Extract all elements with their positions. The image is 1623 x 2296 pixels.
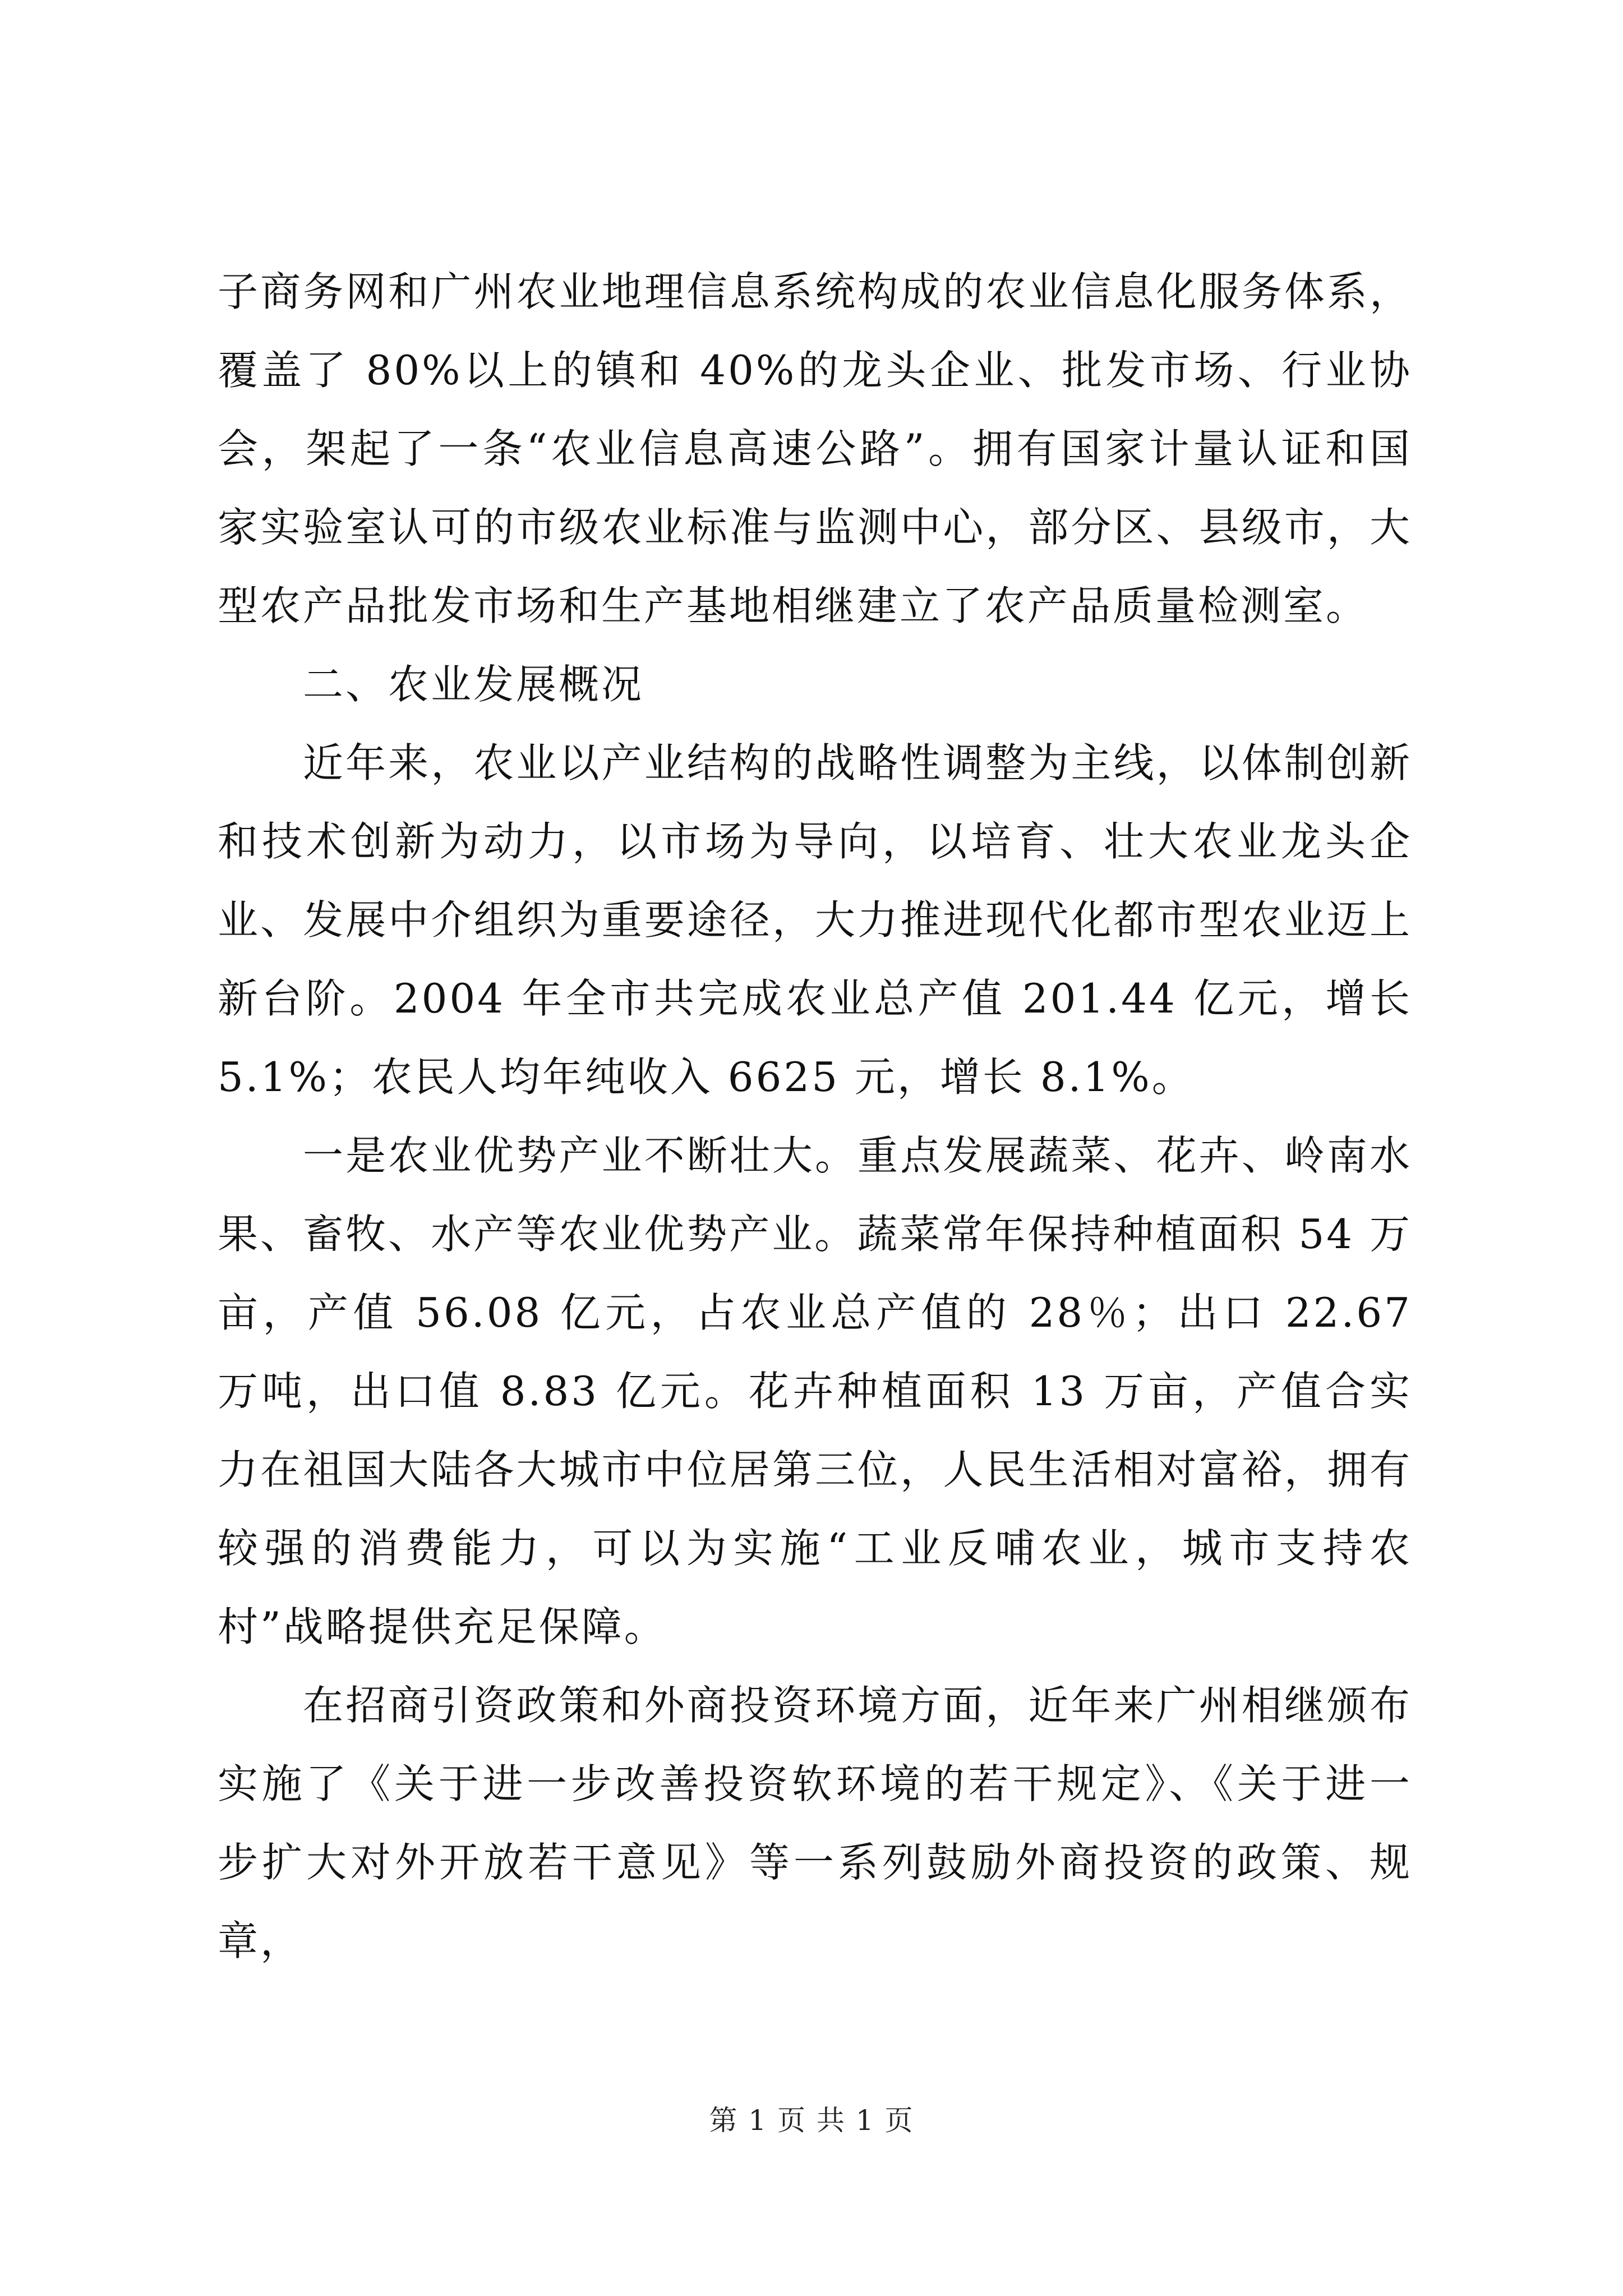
paragraph-investment-policy: 在招商引资政策和外商投资环境方面，近年来广州相继颁布实施了《关于进一步改善投资软环境的若干规定》、《关于进一步扩大对外开放若干意见》等一系列鼓励外商投资的政策、规章， [218, 1682, 1412, 1964]
paragraph-advantage-industries: 一是农业优势产业不断壮大。重点发展蔬菜、花卉、岭南水果、畜牧、水产等农业优势产业。蔬菜常年保持种植面积 54 万亩，产值 56.08 亿元，占农业总产值的 28％；出口 22.67 万吨，出口值 8.83 亿元。花卉种植面积 13 万亩，产值合实力在祖国大陆各大城市中位居第三位，人民生活相对富裕，拥有较强的消费能力，可以为实施“工业反哺农业，城市支持农村”战略提供充足保障。 [218, 1132, 1412, 1650]
section-heading: 二、农业发展概况 [303, 661, 644, 708]
paragraph-overview: 近年来，农业以产业结构的战略性调整为主线，以体制创新和技术创新为动力，以市场为导向，以培育、壮大农业龙头企业、发展中介组织为重要途径，大力推进现代化都市型农业迈上新台阶。2004 年全市共完成农业总产值 201.44 亿元，增长 5.1%；农民人均年纯收入 6625 元，增长 8.1%。 [218, 739, 1412, 1101]
paragraph-continuation: 子商务网和广州农业地理信息系统构成的农业信息化服务体系，覆盖了 80%以上的镇和 40%的龙头企业、批发市场、行业协会，架起了一条“农业信息高速公路”。拥有国家计量认证和国家实验室认可的市级农业标准与监测中心，部分区、县级市，大型农产品批发市场和生产基地相继建立了农产品质量检测室。 [218, 268, 1412, 629]
document-body [218, 252, 1412, 1980]
page-number-footer: 第 1 页 共 1 页 [709, 2104, 914, 2137]
